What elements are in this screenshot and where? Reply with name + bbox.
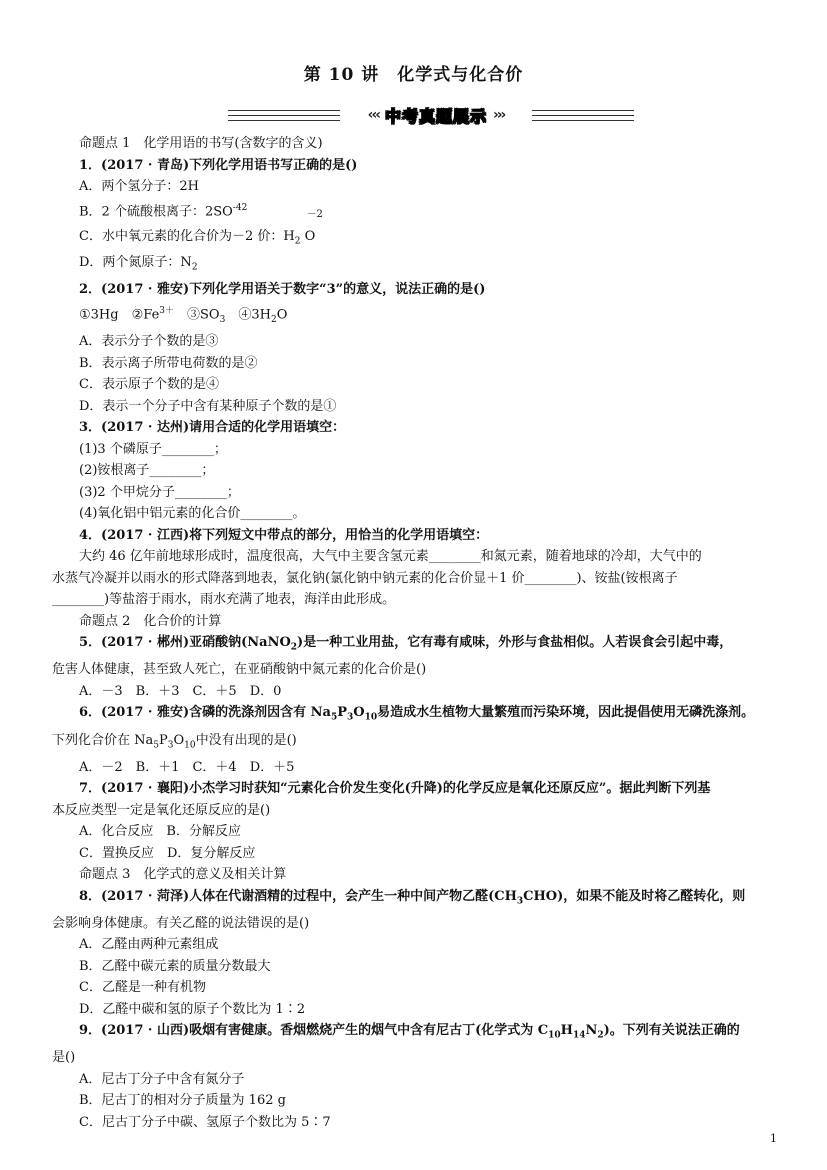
q6-stem-line-2: 下列化合价在 $Na_5P_3O_{10}$中没有出现的是() [52,732,297,751]
q2-option-d: D．表示一个分子中含有某种原子个数的是① [79,398,337,414]
q4-paragraph-line-1: 大约 46 亿年前地球形成时，温度很高，大气中主要含氢元素________和氮元素，随着地球的冷却，大气中的 [79,549,702,565]
page-number: 1 [770,1132,777,1145]
q3-blank-2: (2)铵根离子________； [79,463,215,479]
q8-stem-line-2: 会影响身体健康。有关乙醛的说法错误的是() [52,915,310,931]
q8-stem-line-1: 8．(2017 · 菏泽)人体在代谢酒精的过程中，会产生一种中间产物乙醛$(CH_3CHO)$，如果不能及时将乙醛转化，则 [79,888,746,907]
q3-blank-1: (1)3 个磷原子________； [79,441,227,457]
q2-stem: 2．(2017 · 雅安)下列化学用语关于数字“3”的意义，说法正确的是() [79,282,486,298]
q7-options-2: C．置换反应 D．复分解反应 [79,845,256,861]
q5-options: A．－3 B．＋3 C．＋5 D．0 [79,683,282,699]
q9-stem-line-1: 9．(2017 · 山西)吸烟有害健康。香烟燃烧产生的烟气中含有尼古丁(化学式为 $C_{10}H_{14}N_2$)。下列有关说法正确的 [79,1023,740,1041]
section-heading-2: 命题点 2 化合价的计算 [79,613,222,629]
q4-stem: 4．(2017 · 江西)将下列短文中带点的部分，用恰当的化学用语填空： [79,527,489,543]
section-banner [228,101,634,129]
q5-stem-line-1: 5．(2017 · 郴州)亚硝酸钠(NaNO$_2$)是一种工业用盐，它有毒有咸味，外形与食盐相似。人若误食会引起中毒， [79,635,733,653]
page-title: 第 10 讲 化学式与化合价 [303,65,524,85]
q8-option-a: A．乙醛由两种元素组成 [79,937,219,953]
q3-blank-4: (4)氧化铝中铝元素的化合价________。 [79,506,306,522]
section-heading-3: 命题点 3 化学式的意义及相关计算 [79,867,287,883]
q8-option-b: B．乙醛中碳元素的质量分数最大 [79,958,271,974]
q1-stem: 1．(2017 · 青岛)下列化学用语书写正确的是() [79,157,358,173]
q4-paragraph-line-2: 水蒸气冷凝并以雨水的形式降落到地表，氯化钠(氯化钠中钠元素的化合价显＋1 价________)、铵盐(铵根离子 [52,570,678,586]
q8-option-d: D．乙醛中碳和氢的原子个数比为 1∶2 [79,1001,306,1017]
q3-blank-3: (3)2 个甲烷分子________； [79,484,240,500]
q2-option-b: B．表示离子所带电荷数的是② [79,355,258,371]
banner-text: 中考真题展示 [384,106,487,126]
q6-stem-line-1: 6．(2017 · 雅安)含磷的洗涤剂因含有 $Na_5P_3O_{10}$易造成水生植物大量繁殖而污染环境，因此提倡使用无磷洗涤剂。 [79,705,755,724]
q9-option-c: C．尼古丁分子中碳、氢原子个数比为 5∶7 [79,1114,331,1130]
q1-option-b: B．2 个硫酸根离子：$2SO^{-42}$ [79,202,248,219]
q5-stem-line-2: 危害人体健康，甚至致人死亡，在亚硝酸钠中氮元素的化合价是() [52,662,427,678]
q1-option-d: D．两个氮原子：$N_2$ [79,255,198,273]
q7-options-1: A．化合反应 B．分解反应 [79,824,241,840]
q2-option-c: C．表示原子个数的是④ [79,377,219,393]
question-list [52,133,779,1133]
q3-stem: 3．(2017 · 达州)请用合适的化学用语填空： [79,420,346,436]
q4-paragraph-line-3: ________)等盐溶于雨水，雨水充满了地表，海洋由此形成。 [52,592,396,608]
q9-stem-line-2: 是() [52,1050,76,1066]
q7-stem-line-1: 7．(2017 · 襄阳)小杰学习时获知“元素化合价发生变化(升降)的化学反应是氧化还原反应”。据此判断下列基 [79,781,711,797]
chevron-left-icon: ‹‹‹ [367,107,379,123]
q1-option-c: C．水中氧元素的化合价为－2 价：$H_2$ －2 O [79,209,323,247]
q8-option-c: C．乙醛是一种有机物 [79,980,206,996]
section-heading-1: 命题点 1 化学用语的书写(含数字的含义) [79,136,323,151]
q2-option-a: A．表示分子个数的是③ [79,334,219,350]
q6-options: A．－2 B．＋1 C．＋4 D．＋5 [79,759,295,775]
q7-stem-line-2: 本反应类型一定是氧化还原反应的是() [52,802,271,818]
q9-option-b: B．尼古丁的相对分子质量为 162 g [79,1093,286,1109]
chevron-right-icon: ››› [493,107,505,123]
q1-option-a: A．两个氢分子：2H [79,179,199,194]
q2-items: ①3Hg $②Fe^{3+}$ $③SO_3$ $④3H_2O$ [79,305,288,325]
q9-option-a: A．尼古丁分子中含有氮分子 [79,1071,245,1087]
